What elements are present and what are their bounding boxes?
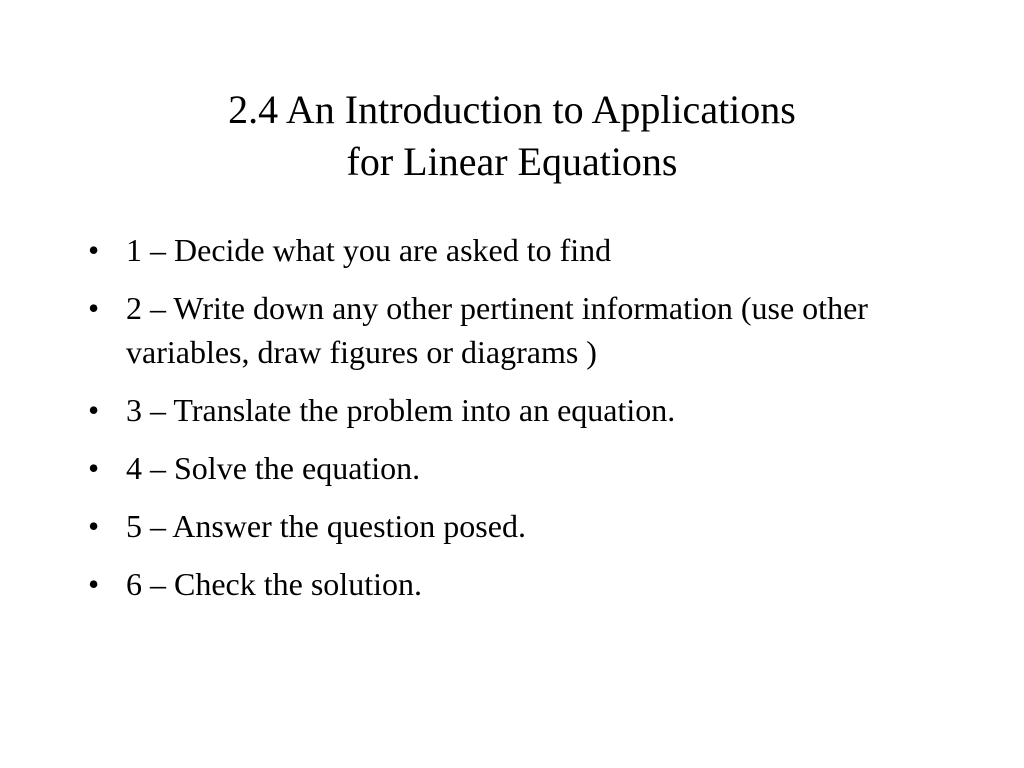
- bullet-dot-icon: •: [88, 290, 100, 326]
- bullet-text: 5 – Answer the question posed.: [126, 508, 526, 544]
- bullet-dot-icon: •: [88, 392, 100, 428]
- bullet-text: 1 – Decide what you are asked to find: [126, 232, 612, 268]
- bullet-item-5: [88, 504, 948, 548]
- bullet-item-6: [88, 562, 948, 606]
- bullet-item-2: [88, 286, 948, 374]
- bullet-text: 4 – Solve the equation.: [126, 450, 421, 486]
- title-line-1: 2.4 An Introduction to Applications: [228, 87, 796, 132]
- slide-title: [0, 84, 1024, 188]
- bullet-item-4: [88, 446, 948, 490]
- bullet-dot-icon: •: [88, 566, 100, 602]
- bullet-text: 6 – Check the solution.: [126, 566, 422, 602]
- bullet-dot-icon: •: [88, 508, 100, 544]
- bullet-text: 3 – Translate the problem into an equation.: [126, 392, 676, 428]
- bullet-dot-icon: •: [88, 232, 100, 268]
- title-line-2: for Linear Equations: [346, 139, 678, 184]
- bullet-dot-icon: •: [88, 450, 100, 486]
- bullet-list: [88, 228, 948, 620]
- bullet-item-1: [88, 228, 948, 272]
- bullet-text: 2 – Write down any other pertinent information (use other variables, draw figures or diagrams ): [126, 290, 868, 370]
- bullet-item-3: [88, 388, 948, 432]
